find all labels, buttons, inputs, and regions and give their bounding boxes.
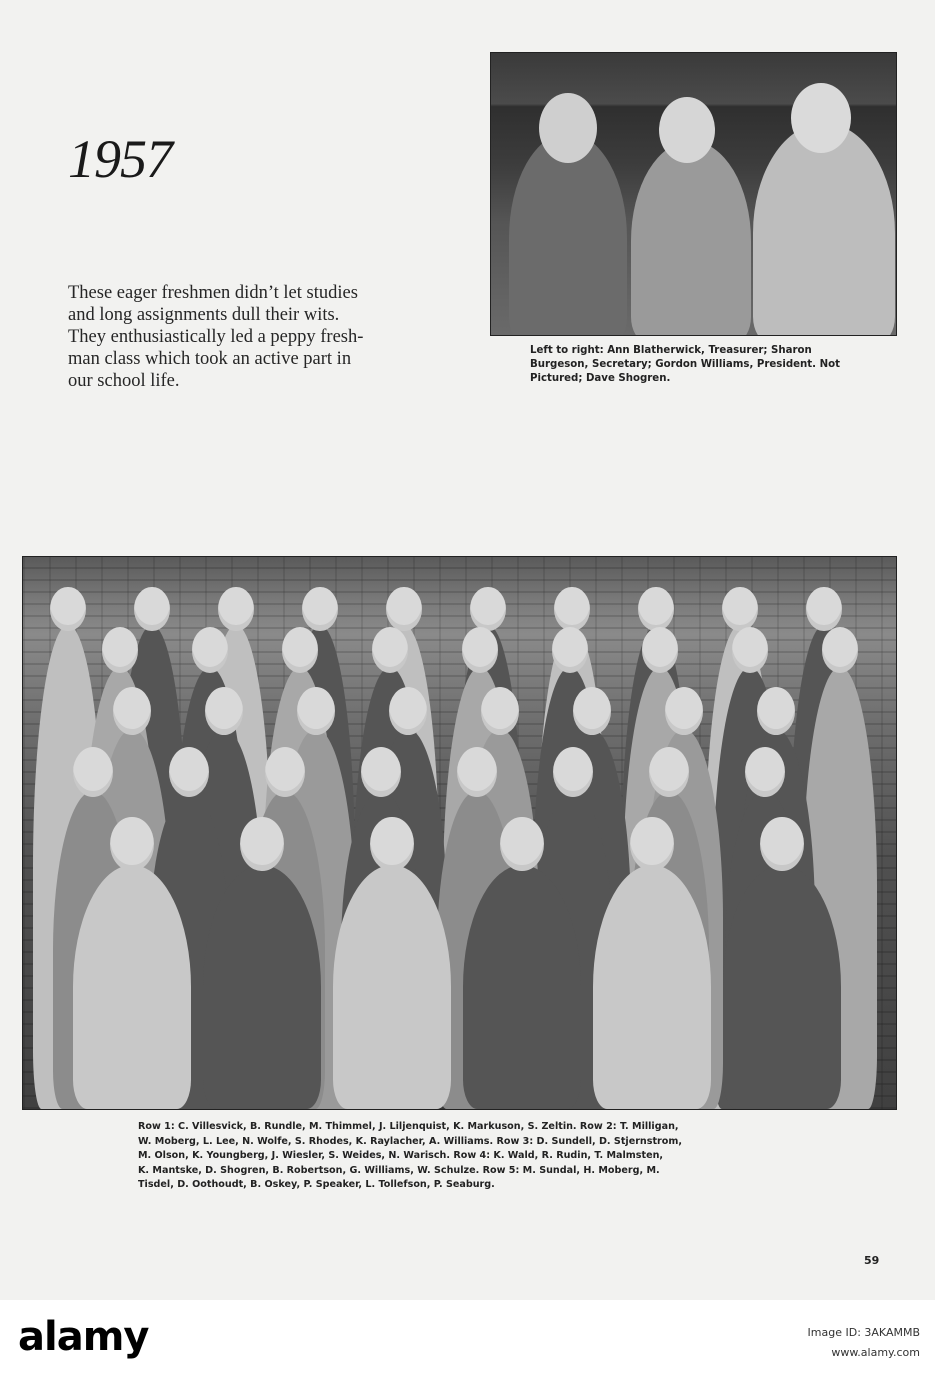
- class-photo: [22, 556, 897, 1110]
- officer-figure: [509, 133, 627, 336]
- class-caption-line: M. Olson, K. Youngberg, J. Wiesler, S. Weides, N. Warisch. Row 4: K. Wald, R. Rudin, T. Malmsten,: [138, 1150, 664, 1161]
- student-face: [573, 687, 611, 735]
- student-face: [372, 627, 409, 673]
- student-face: [760, 817, 803, 871]
- student-face: [722, 587, 757, 631]
- intro-line: and long assignments dull their wits.: [68, 305, 340, 325]
- student-face: [73, 747, 113, 797]
- student-figure: [593, 865, 711, 1109]
- student-face: [638, 587, 673, 631]
- alamy-logo: alamy: [18, 1314, 149, 1360]
- page-number: 59: [864, 1254, 880, 1267]
- student-face: [481, 687, 519, 735]
- intro-line: They enthusiastically led a peppy fresh-: [68, 327, 364, 347]
- class-caption-line: W. Moberg, L. Lee, N. Wolfe, S. Rhodes, K. Raylacher, A. Williams. Row 3: D. Sundell, D. Stjernstrom,: [138, 1135, 683, 1147]
- student-face: [457, 747, 497, 797]
- student-face: [554, 587, 589, 631]
- officers-caption-line: Burgeson, Secretary; Gordon Williams, President. Not: [530, 359, 840, 370]
- intro-line: our school life.: [68, 371, 180, 391]
- student-face: [282, 627, 319, 673]
- student-face: [500, 817, 543, 871]
- student-face: [169, 747, 209, 797]
- student-face: [240, 817, 283, 871]
- intro-line: These eager freshmen didn’t let studies: [68, 283, 358, 303]
- student-figure: [463, 865, 581, 1109]
- student-face: [110, 817, 153, 871]
- student-face: [370, 817, 413, 871]
- student-face: [462, 627, 499, 673]
- student-face: [552, 627, 589, 673]
- student-figure: [333, 865, 451, 1109]
- student-face: [806, 587, 841, 631]
- officers-caption-line: Left to right: Ann Blatherwick, Treasurer; Sharon: [530, 345, 812, 356]
- class-caption: [138, 1120, 878, 1193]
- officers-caption-line: Pictured; Dave Shogren.: [530, 373, 671, 384]
- student-face: [113, 687, 151, 735]
- student-face: [361, 747, 401, 797]
- student-face: [102, 627, 139, 673]
- image-id: Image ID: 3AKAMMB: [807, 1326, 920, 1339]
- intro-paragraph: [68, 282, 418, 392]
- student-face: [745, 747, 785, 797]
- officers-photo: [490, 52, 897, 336]
- student-face: [732, 627, 769, 673]
- student-face: [302, 587, 337, 631]
- student-face: [630, 817, 673, 871]
- student-face: [822, 627, 859, 673]
- officer-face: [659, 97, 715, 163]
- student-face: [389, 687, 427, 735]
- student-face: [218, 587, 253, 631]
- intro-line: man class which took an active part in: [68, 349, 352, 369]
- officer-figure: [753, 123, 895, 336]
- student-face: [50, 587, 85, 631]
- student-face: [649, 747, 689, 797]
- class-caption-line: Tisdel, D. Oothoudt, B. Oskey, P. Speaker, L. Tollefson, P. Seaburg.: [138, 1179, 495, 1190]
- student-face: [470, 587, 505, 631]
- student-face: [297, 687, 335, 735]
- class-caption-line: Row 1: C. Villesvick, B. Rundle, M. Thimmel, J. Liljenquist, K. Markuson, S. Zeltin. Row 2: T. Milligan,: [138, 1121, 679, 1132]
- officer-face: [791, 83, 851, 153]
- student-face: [205, 687, 243, 735]
- student-face: [386, 587, 421, 631]
- student-face: [192, 627, 229, 673]
- officer-figure: [631, 141, 751, 336]
- student-face: [265, 747, 305, 797]
- officers-caption: [530, 344, 890, 386]
- student-face: [553, 747, 593, 797]
- student-face: [134, 587, 169, 631]
- student-face: [665, 687, 703, 735]
- footer-url: www.alamy.com: [831, 1346, 920, 1359]
- student-face: [757, 687, 795, 735]
- year-heading: 1957: [68, 129, 172, 189]
- student-figure: [73, 865, 191, 1109]
- class-caption-line: K. Mantske, D. Shogren, B. Robertson, G. Williams, W. Schulze. Row 5: M. Sundal, H. Moberg, M.: [138, 1164, 660, 1176]
- student-figure: [723, 865, 841, 1109]
- student-figure: [203, 865, 321, 1109]
- officer-face: [539, 93, 597, 163]
- student-face: [642, 627, 679, 673]
